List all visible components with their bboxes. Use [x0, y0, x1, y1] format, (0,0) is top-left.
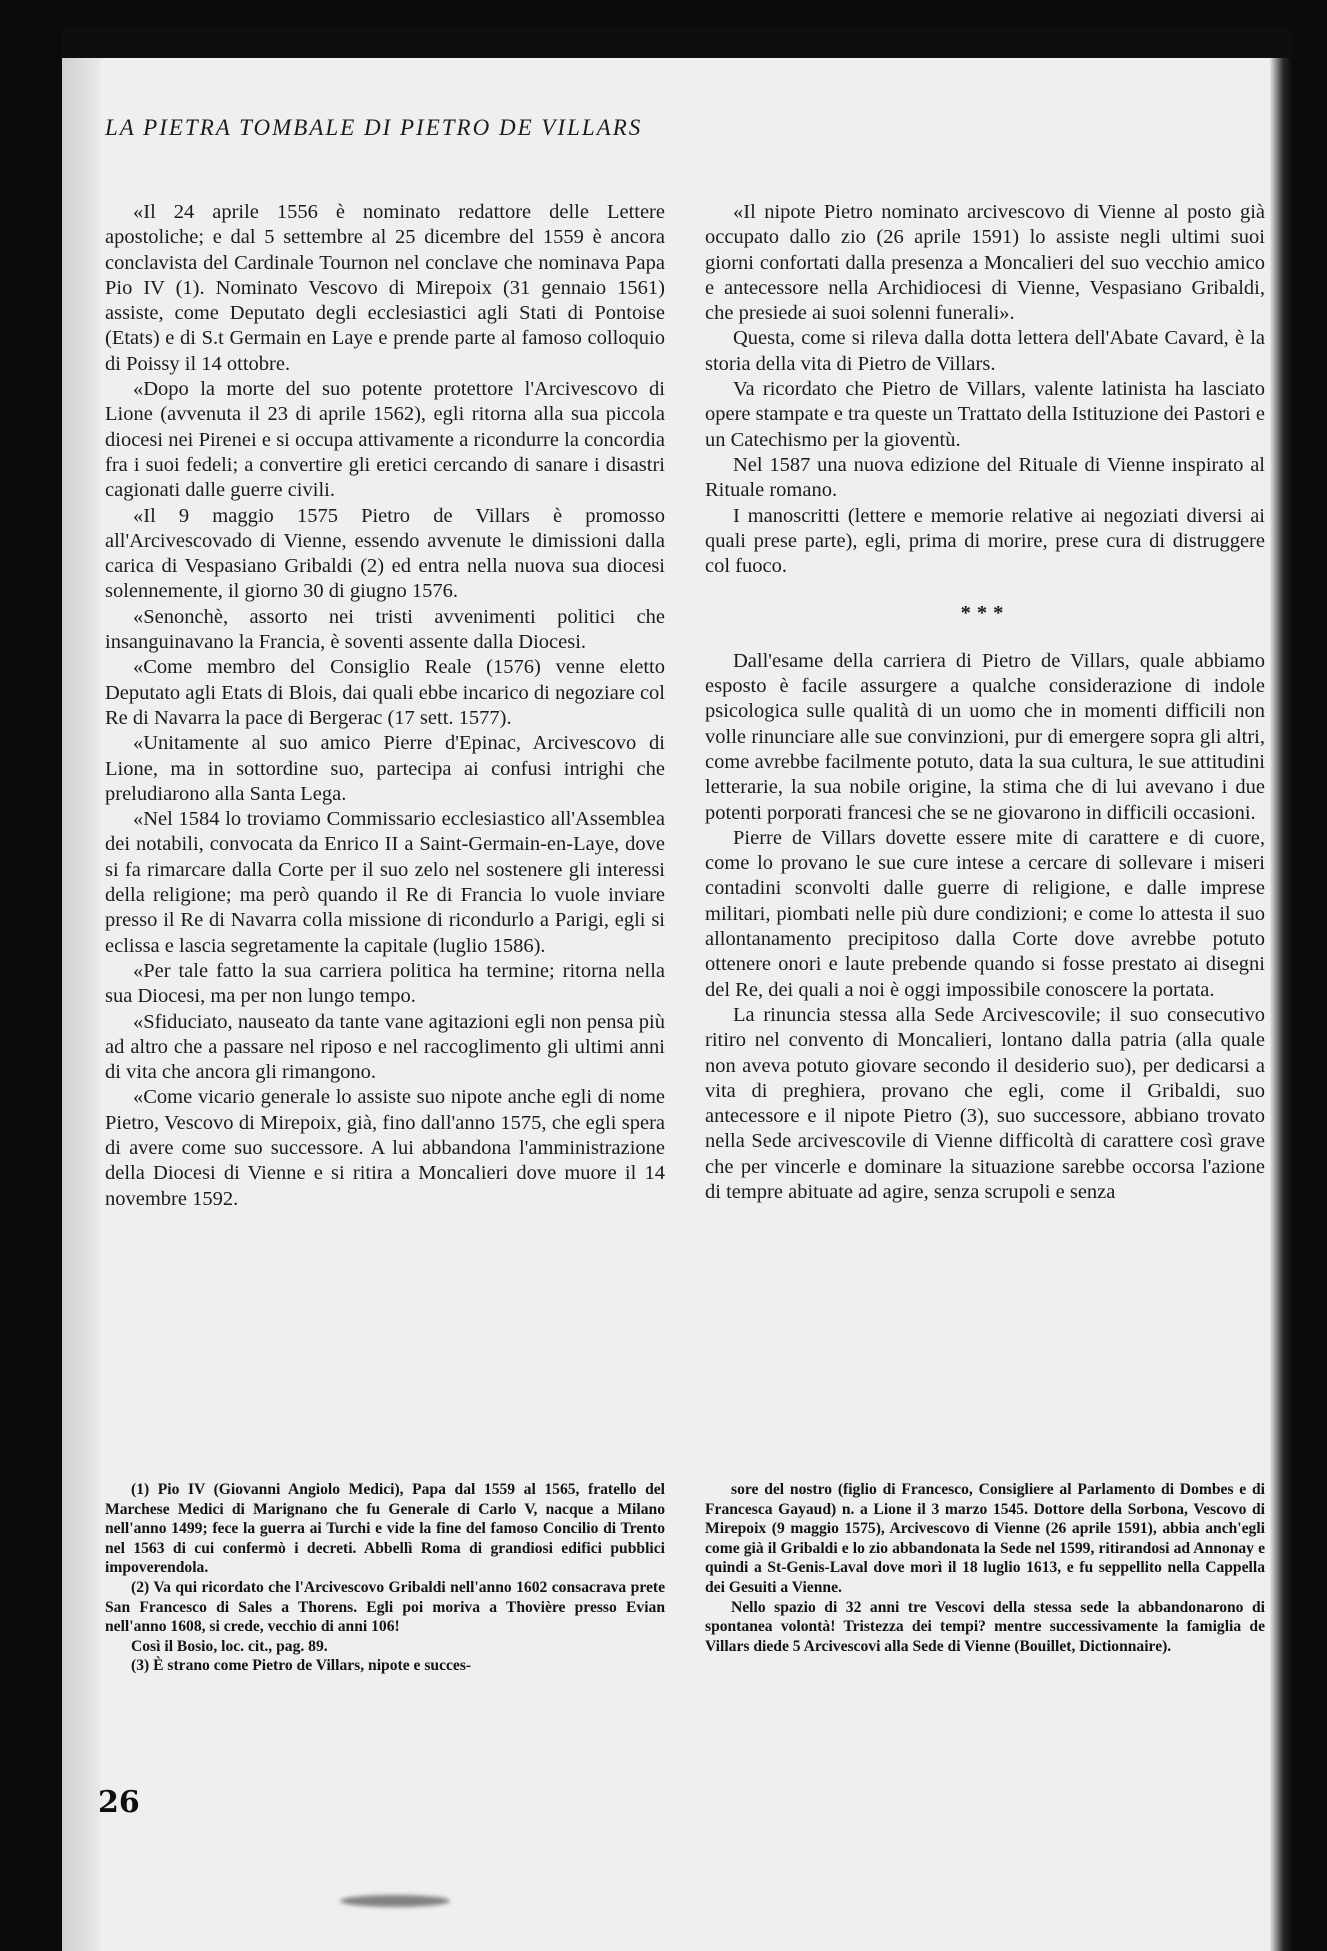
left-text-column	[105, 200, 665, 1212]
scan-dark-border-right	[1270, 58, 1292, 1951]
paragraph: «Sfiduciato, nauseato da tante vane agitazioni egli non pensa più ad altro che a passare nel riposo e nel raccoglimento gli ultimi anni di vita che ancora gli rimangono.	[105, 1010, 665, 1084]
paragraph: «Nel 1584 lo troviamo Commissario ecclesiastico all'Assemblea dei notabili, convocata da Enrico II a Saint-Germain-en-Laye, dove si fa rimarcare dalla Corte per il suo zelo nel sostenere gli interessi della religione; ma però quando il Re di Francia lo vuole inviare presso il Re di Navarra colla missione di ricondurlo a Parigi, egli si eclissa e lascia segretamente la capitale (luglio 1586).	[105, 808, 665, 957]
footnotes-right	[705, 1480, 1265, 1656]
paragraph: La rinuncia stessa alla Sede Arcivescovile; il suo consecutivo ritiro nel convento di Moncalieri, lontano dalla patria (alla quale non aveva potuto giovare secondo il desiderio suo), per dedicarsi a vita di preghiera, provano che egli, come il Gribaldi, suo antecessore e il nipote Pietro (3), suo successore, abbiano trovato nella Sede arcivescovile di Vienne difficoltà di carattere così grave che per vincerle e dominare la situazione sarebbe occorsa l'azione di tempre abituate ad agire, senza scrupoli e senza	[705, 1003, 1265, 1203]
paragraph: «Unitamente al suo amico Pierre d'Epinac, Arcivescovo di Lione, ma in sottordine suo, partecipa ai confusi intrighi che preludiarono alla Santa Lega.	[105, 732, 665, 805]
page-number: 26	[98, 1785, 140, 1820]
page-binding-shadow	[62, 58, 100, 1951]
running-title: LA PIETRA TOMBALE DI PIETRO DE VILLARS	[105, 115, 643, 140]
paragraph: «Dopo la morte del suo potente protettore l'Arcivescovo di Lione (avvenuta il 23 di aprile 1562), egli ritorna alla sua piccola diocesi nei Pirenei e si occupa attivamente a ricondurre la concordia fra i suoi fedeli; a convertire gli eretici cercando di sanare i disastri cagionati dalle guerre civili.	[105, 378, 665, 502]
footnote: (3) È strano come Pietro de Villars, nipote e succes-	[131, 1657, 472, 1675]
paragraph: «Il 24 aprile 1556 è nominato redattore delle Lettere apostoliche; e dal 5 settembre al 25 dicembre del 1559 è ancora conclavista del Cardinale Tournon nel conclave che nominava Papa Pio IV (1). Nominato Vescovo di Mirepoix (31 gennaio 1561) assiste, come Deputato degli ecclesiastici agli Stati di Pontoise (Etats) e di S.t Germain en Laye e prende parte al famoso colloquio di Poissy il 14 ottobre.	[105, 201, 665, 375]
footnote: Nello spazio di 32 anni tre Vescovi della stessa sede la abbandonarono di spontanea volontà! Tristezza dei tempi? mentre successivamente la famiglia de Villars diede 5 Arcivescovi alla Sede di Vienne (Bouillet, Dictionnaire).	[705, 1598, 1265, 1655]
paragraph: «Per tale fatto la sua carriera politica ha termine; ritorna nella sua Diocesi, ma per non lungo tempo.	[105, 959, 665, 1008]
paragraph: Va ricordato che Pietro de Villars, valente latinista ha lasciato opere stampate e tra queste un Trattato della Istituzione dei Pastori e un Catechismo per la gioventù.	[705, 378, 1265, 451]
ink-smudge	[340, 1895, 450, 1907]
paragraph: «Il nipote Pietro nominato arcivescovo di Vienne al posto già occupato dallo zio (26 aprile 1591) lo assiste negli ultimi suoi giorni confortati dalla presenza a Moncalieri del suo vecchio amico e antecessore nella Archidiocesi di Vienne, Vespasiano Gribaldi, che presiede ai suoi solenni funerali».	[705, 201, 1265, 325]
footnotes-left	[105, 1480, 665, 1676]
section-separator: ***	[960, 602, 1010, 625]
paragraph: «Come membro del Consiglio Reale (1576) venne eletto Deputato agli Etats di Blois, dai quali ebbe incarico di negoziare col Re di Navarra la pace di Bergerac (17 sett. 1577).	[105, 656, 665, 729]
footnote: Così il Bosio, loc. cit., pag. 89.	[131, 1637, 328, 1655]
paragraph: «Senonchè, assorto nei tristi avvenimenti politici che insanguinavano la Francia, è soventi assente dalla Diocesi.	[105, 605, 665, 654]
footnote: sore del nostro (figlio di Francesco, Consigliere al Parlamento di Dombes e di Francesca Gayaud) n. a Lione il 3 marzo 1545. Dottore della Sorbona, Vescovo di Mirepoix (9 maggio 1575), Arcivescovo di Vienne (26 aprile 1591), abbia anch'egli come già il Gribaldi e lo zio abbandonata la Sede nel 1599, ritirandosi ad Annonay e quindi a St-Genis-Laval dove morì il 18 luglio 1613, e fu seppellito nella Cappella dei Gesuiti a Vienne.	[705, 1481, 1265, 1596]
paragraph: «Come vicario generale lo assiste suo nipote anche egli di nome Pietro, Vescovo di Mirepoix, già, fino dall'anno 1575, che egli spera di avere come suo successore. A lui abbandona l'amministrazione della Diocesi di Vienne e si ritira a Moncalieri dove muore il 14 novembre 1592.	[105, 1086, 665, 1210]
paragraph: Pierre de Villars dovette essere mite di carattere e di cuore, come lo provano le sue cure intese a cercare di sollevare i miseri contadini sconvolti dalle guerre di religione, e dalle imprese militari, piombati nelle più dure condizioni; e come lo attesta il suo allontanamento precipitoso dalla Corte dove avrebbe potuto ottenere onori e laute prebende quando si fosse prestato ai disegni del Re, dei quali a noi è oggi impossibile conoscere la portata.	[705, 826, 1265, 1001]
right-text-column	[705, 200, 1265, 1205]
paragraph: Questa, come si rileva dalla dotta lettera dell'Abate Cavard, è la storia della vita di Pietro de Villars.	[705, 327, 1265, 375]
paragraph: I manoscritti (lettere e memorie relative ai negoziati diversi ai quali prese parte), egli, prima di morire, prese cura di distruggere col fuoco.	[705, 504, 1265, 578]
paragraph: Dall'esame della carriera di Pietro de Villars, quale abbiamo esposto è facile assurgere a qualche considerazione di indole psicologica sulle qualità di un uomo che in momenti difficili non volle rinunciare alle sue convinzioni, pur di emergere sopra gli altri, come avrebbe facilmente potuto, data la sua cultura, le sue attitudini letterarie, la sua nobile origine, la stima che di lui avevano i due potenti porporati francesi che se ne giovarono in difficili occasioni.	[705, 649, 1265, 824]
paragraph: «Il 9 maggio 1575 Pietro de Villars è promosso all'Arcivescovado di Vienne, essendo avvenute le dimissioni dalla carica di Vespasiano Gribaldi (2) ed entra nella nuova sua diocesi solennemente, il giorno 30 di giugno 1576.	[105, 504, 665, 603]
paragraph: Nel 1587 una nuova edizione del Rituale di Vienne inspirato al Rituale romano.	[705, 453, 1265, 502]
scan-dark-border-top	[62, 28, 1292, 58]
footnote: (1) Pio IV (Giovanni Angiolo Medici), Papa dal 1559 al 1565, fratello del Marchese Medici di Marignano che fu Generale di Carlo V, nacque a Milano nell'anno 1499; fece la guerra ai Turchi e vide la fine del famoso Concilio di Trento nel 1563 di cui confermò i decreti. Abbellì Roma di grandiosi edifici pubblici impoverendola.	[105, 1481, 665, 1577]
footnote: (2) Va qui ricordato che l'Arcivescovo Gribaldi nell'anno 1602 consacrava prete San Francesco di Sales a Thorens. Egli poi moriva a Thovière presso Evian nell'anno 1608, si crede, vecchio di anni 106!	[105, 1578, 665, 1636]
